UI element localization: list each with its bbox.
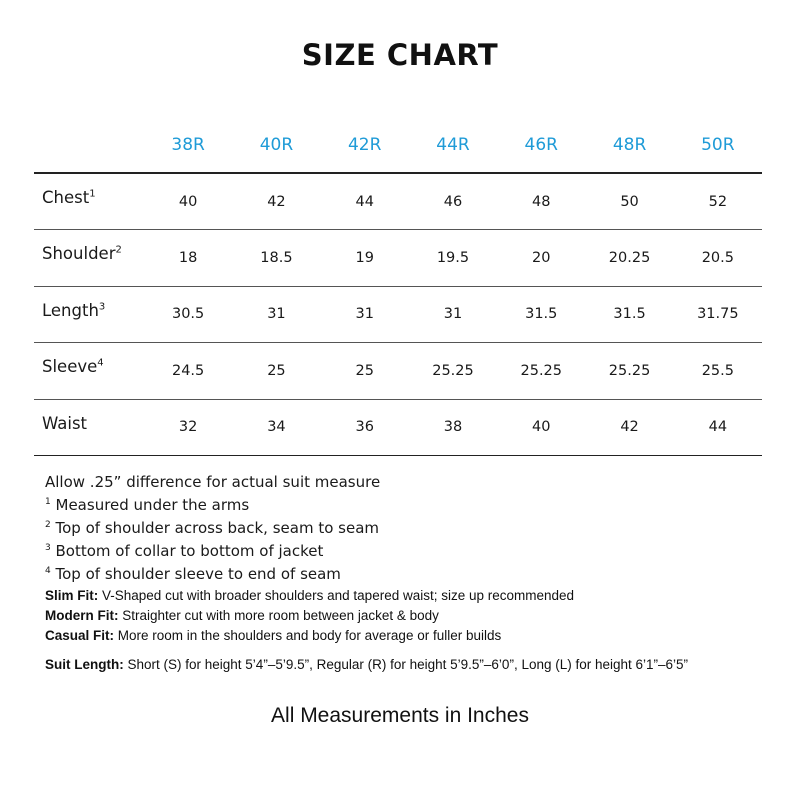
fit-name: Casual Fit:: [45, 628, 115, 643]
allowance-note: Allow .25” difference for actual suit measure: [45, 473, 381, 491]
fit-line-modern: [45, 606, 745, 626]
table-cell: 19.5: [436, 249, 470, 266]
suit-length-label: Suit Length:: [45, 657, 124, 672]
footnote: [45, 492, 765, 515]
table-cell: 25.25: [520, 362, 563, 379]
table-cell: 31: [355, 306, 374, 323]
fit-desc: V-Shaped cut with broader shoulders and tapered waist; size up recommended: [102, 588, 575, 603]
footnote: [45, 515, 765, 538]
table-cell: 31: [443, 306, 463, 323]
row-label-text: Chest: [42, 188, 90, 207]
fit-line-slim: [45, 586, 745, 606]
table-row-chest: [34, 173, 762, 230]
size-header: 44R: [436, 135, 470, 155]
table-row-waist: [34, 399, 762, 456]
row-label: [34, 339, 144, 396]
table-cell: 52: [708, 193, 728, 210]
size-table: [34, 118, 762, 456]
table-cell: 40: [178, 193, 198, 210]
row-label: [34, 395, 144, 452]
footnote-number: 1: [45, 497, 51, 507]
table-cell: 30.5: [171, 306, 205, 323]
table-row-length: [34, 286, 762, 343]
fit-desc: Straighter cut with more room between jacket & body: [122, 608, 439, 623]
footnote-marker: 1: [89, 188, 96, 200]
table-cell: 34: [267, 419, 286, 436]
footnote-number: 4: [45, 566, 51, 576]
footnote-text: Top of shoulder sleeve to end of seam: [55, 565, 341, 583]
size-header: 42R: [347, 135, 382, 155]
size-header: 50R: [701, 135, 735, 155]
row-label: [34, 169, 144, 226]
units-footer: All Measurements in Inches: [271, 704, 529, 727]
footnote: [45, 538, 765, 561]
table-cell: 25: [267, 362, 286, 379]
size-header: 48R: [612, 135, 647, 155]
footnote-number: 3: [45, 543, 51, 553]
table-cell: 18.5: [260, 249, 293, 266]
table-cell: 20.5: [701, 249, 734, 266]
fit-name: Modern Fit:: [45, 608, 119, 623]
suit-length-desc: Short (S) for height 5’4”–5’9.5”, Regular (R) for height 5’9.5”–6’0”, Long (L) for height 6’1”–6’5”: [127, 657, 689, 672]
table-cell: 24.5: [171, 362, 205, 379]
table-cell: 36: [355, 419, 374, 436]
table-cell: 38: [443, 419, 463, 436]
table-cell: 25.5: [701, 362, 734, 379]
table-cell: 31: [267, 306, 286, 323]
table-cell: 44: [355, 193, 374, 210]
row-label-text: Length: [42, 300, 99, 320]
size-header-row: [34, 118, 762, 173]
table-cell: 31.5: [613, 306, 646, 323]
footnote-marker: 3: [98, 301, 106, 313]
size-header: 46R: [524, 135, 558, 155]
page-title: SIZE CHART: [301, 38, 499, 72]
size-header: 38R: [171, 135, 205, 155]
table-cell: 42: [620, 419, 639, 436]
table-cell: 42: [267, 193, 286, 210]
corner-cell: [34, 118, 144, 173]
table-row-sleeve: [34, 343, 762, 400]
row-label: [34, 226, 144, 283]
row-label-text: Shoulder: [42, 244, 116, 264]
footnote-text: Top of shoulder across back, seam to seam: [55, 519, 380, 537]
table-cell: 31.75: [697, 306, 739, 323]
measurement-notes: [45, 472, 765, 584]
table-cell: 20: [532, 249, 551, 266]
table-cell: 20.25: [608, 249, 651, 266]
table-cell: 44: [708, 419, 728, 436]
fit-desc: More room in the shoulders and body for average or fuller builds: [117, 628, 502, 643]
footnote-text: Bottom of collar to bottom of jacket: [55, 542, 324, 560]
footnote-marker: 2: [115, 244, 122, 256]
table-cell: 32: [178, 419, 198, 436]
table-cell: 50: [620, 193, 639, 210]
table-row-shoulder: [34, 230, 762, 287]
fit-line-casual: [45, 626, 745, 646]
suit-length-note: [45, 655, 745, 675]
footnote-marker: 4: [97, 357, 104, 369]
table-cell: 25: [355, 362, 374, 379]
table-cell: 31.5: [525, 306, 558, 323]
table-cell: 40: [532, 419, 551, 436]
table-cell: 46: [443, 193, 463, 210]
row-label-text: Waist: [42, 413, 88, 433]
footnote-text: Measured under the arms: [55, 496, 250, 514]
fit-descriptions: [45, 586, 745, 646]
row-label: [34, 282, 144, 339]
fit-name: Slim Fit:: [45, 588, 99, 603]
footnote: [45, 561, 765, 584]
row-label-text: Sleeve: [42, 357, 98, 377]
table-cell: 25.25: [608, 362, 651, 379]
table-cell: 48: [532, 193, 551, 210]
table-cell: 19: [355, 249, 374, 266]
footnote-number: 2: [45, 520, 51, 530]
table-cell: 25.25: [432, 362, 474, 379]
size-header: 40R: [259, 135, 294, 155]
table-cell: 18: [178, 249, 198, 266]
